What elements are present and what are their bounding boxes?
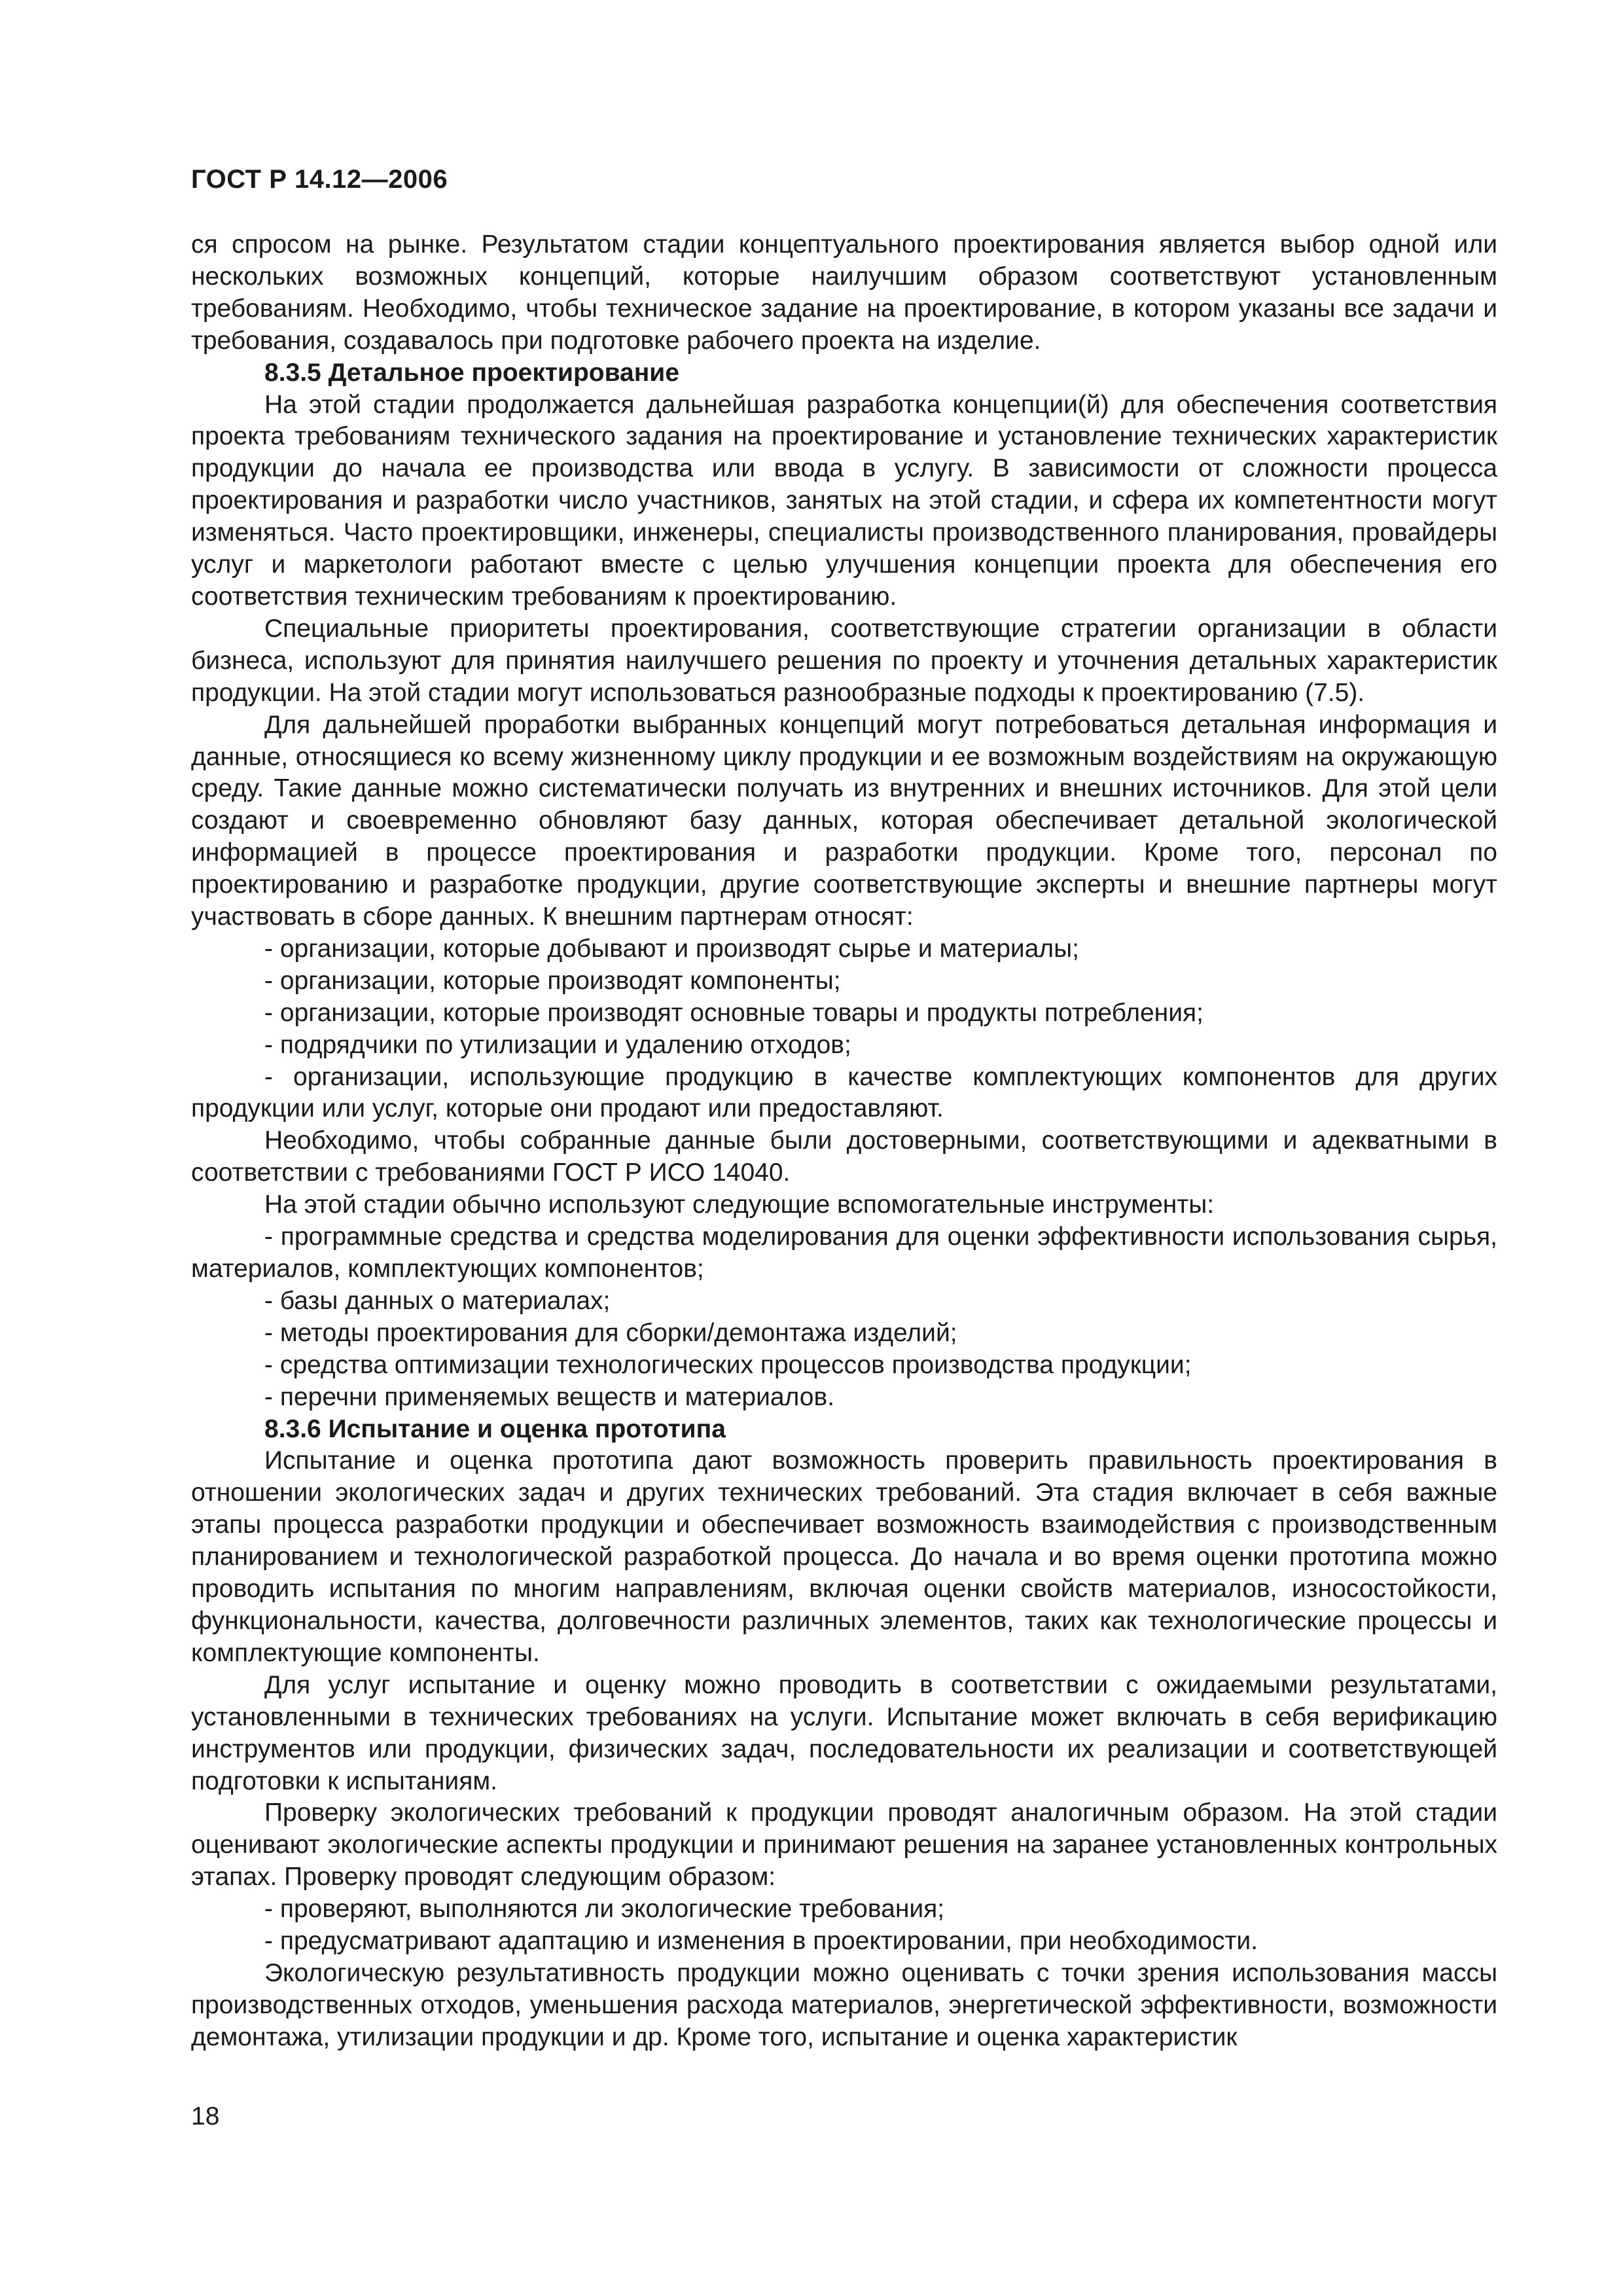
list-item: - проверяют, выполняются ли экологические требования; bbox=[264, 1895, 945, 1924]
list-item: - базы данных о материалах; bbox=[264, 1286, 611, 1315]
paragraph: Проверку экологических требований к продукции проводят аналогичным образом. На этой стадии оценивают экологические аспекты продукции и принимают решения на заранее установленных контрольных этапах. Проверку проводят следующим образом: bbox=[191, 1799, 1497, 1892]
list-item: - программные средства и средства моделирования для оценки эффективности использования сырья, материалов, комплектующих компонентов; bbox=[191, 1223, 1497, 1283]
paragraph: Необходимо, чтобы собранные данные были достоверными, соответствующими и адекватными в соответствии с требованиями ГОСТ Р ИСО 14040. bbox=[191, 1126, 1497, 1187]
paragraph: На этой стадии обычно используют следующие вспомогательные инструменты: bbox=[264, 1191, 1215, 1219]
list-item: - организации, использующие продукцию в качестве комплектующих компонентов для других продукции или услуг, которые они продают или предоставляют. bbox=[191, 1062, 1497, 1123]
list-item: - средства оптимизации технологических процессов производства продукции; bbox=[264, 1350, 1192, 1379]
paragraph: Для услуг испытание и оценку можно проводить в соответствии с ожидаемыми результатами, установленными в технических требованиях на услуги. Испытание может включать в себя верификацию инструментов или продукции, физических задач, последовательности их реализации и соответствующей подготовки к испытаниям. bbox=[191, 1670, 1497, 1795]
paragraph: Для дальнейшей проработки выбранных концепций могут потребоваться детальная информация и данные, относящиеся ко всему жизненному циклу продукции и ее возможным воздействиям на окружающую среду. Такие данные можно систематически получать из внутренних и внешних источников. Для этой цели создают и своевременно обновляют базу данных, которая обеспечивает детальной экологической информацией в процессе проектирования и разработки продукции. Кроме того, персонал по проектированию и разработке продукции, другие соответствующие эксперты и внешние партнеры могут участвовать в сборе данных. К внешним партнерам относят: bbox=[191, 710, 1497, 931]
list-item: - организации, которые добывают и производят сырье и материалы; bbox=[264, 934, 1080, 963]
section-heading: 8.3.5 Детальное проектирование bbox=[264, 358, 679, 387]
list-item: - предусматривают адаптацию и изменения в проектировании, при необходимости. bbox=[264, 1927, 1258, 1956]
standard-designation: ГОСТ Р 14.12—2006 bbox=[191, 165, 448, 194]
body-text bbox=[191, 229, 1497, 2054]
list-item: - методы проектирования для сборки/демонтажа изделий; bbox=[264, 1318, 957, 1347]
list-item: - перечни применяемых веществ и материалов. bbox=[264, 1382, 835, 1411]
list-item: - подрядчики по утилизации и удалению отходов; bbox=[264, 1030, 851, 1059]
paragraph: ся спросом на рынке. Результатом стадии концептуального проектирования является выбор одной или нескольких возможных концепций, которые наилучшим образом соответствуют установленным требованиям. Необходимо, чтобы техническое задание на проектирование, в котором указаны все задачи и требования, создавалось при подготовке рабочего проекта на изделие. bbox=[191, 230, 1497, 355]
paragraph: Специальные приоритеты проектирования, соответствующие стратегии организации в области бизнеса, используют для принятия наилучшего решения по проекту и уточнения детальных характеристик продукции. На этой стадии могут использоваться разнообразные подходы к проектированию (7.5). bbox=[191, 614, 1497, 707]
page-number: 18 bbox=[191, 2102, 220, 2130]
paragraph: Испытание и оценка прототипа дают возможность проверить правильность проектирования в отношении экологических задач и других технических требований. Эта стадия включает в себя важные этапы процесса разработки продукции и обеспечивает возможность взаимодействия с производственным планированием и технологической разработкой процесса. До начала и во время оценки прототипа можно проводить испытания по многим направлениям, включая оценки свойств материалов, износостойкости, функциональности, качества, долговечности различных элементов, таких как технологические процессы и комплектующие компоненты. bbox=[191, 1446, 1497, 1667]
list-item: - организации, которые производят основные товары и продукты потребления; bbox=[264, 998, 1204, 1027]
paragraph: На этой стадии продолжается дальнейшая разработка концепции(й) для обеспечения соответствия проекта требованиям технического задания на проектирование и установление технических характеристик продукции до начала ее производства или ввода в услугу. В зависимости от сложности процесса проектирования и разработки число участников, занятых на этой стадии, и сфера их компетентности могут изменяться. Часто проектировщики, инженеры, специалисты производственного планирования, провайдеры услуг и маркетологи работают вместе с целью улучшения концепции проекта для обеспечения его соответствия техническим требованиям к проектированию. bbox=[191, 390, 1497, 611]
section-heading: 8.3.6 Испытание и оценка прототипа bbox=[264, 1414, 726, 1443]
list-item: - организации, которые производят компоненты; bbox=[264, 966, 841, 995]
paragraph: Экологическую результативность продукции можно оценивать с точки зрения использования массы производственных отходов, уменьшения расхода материалов, энергетической эффективности, возможности демонтажа, утилизации продукции и др. Кроме того, испытание и оценка характеристик bbox=[191, 1958, 1497, 2051]
